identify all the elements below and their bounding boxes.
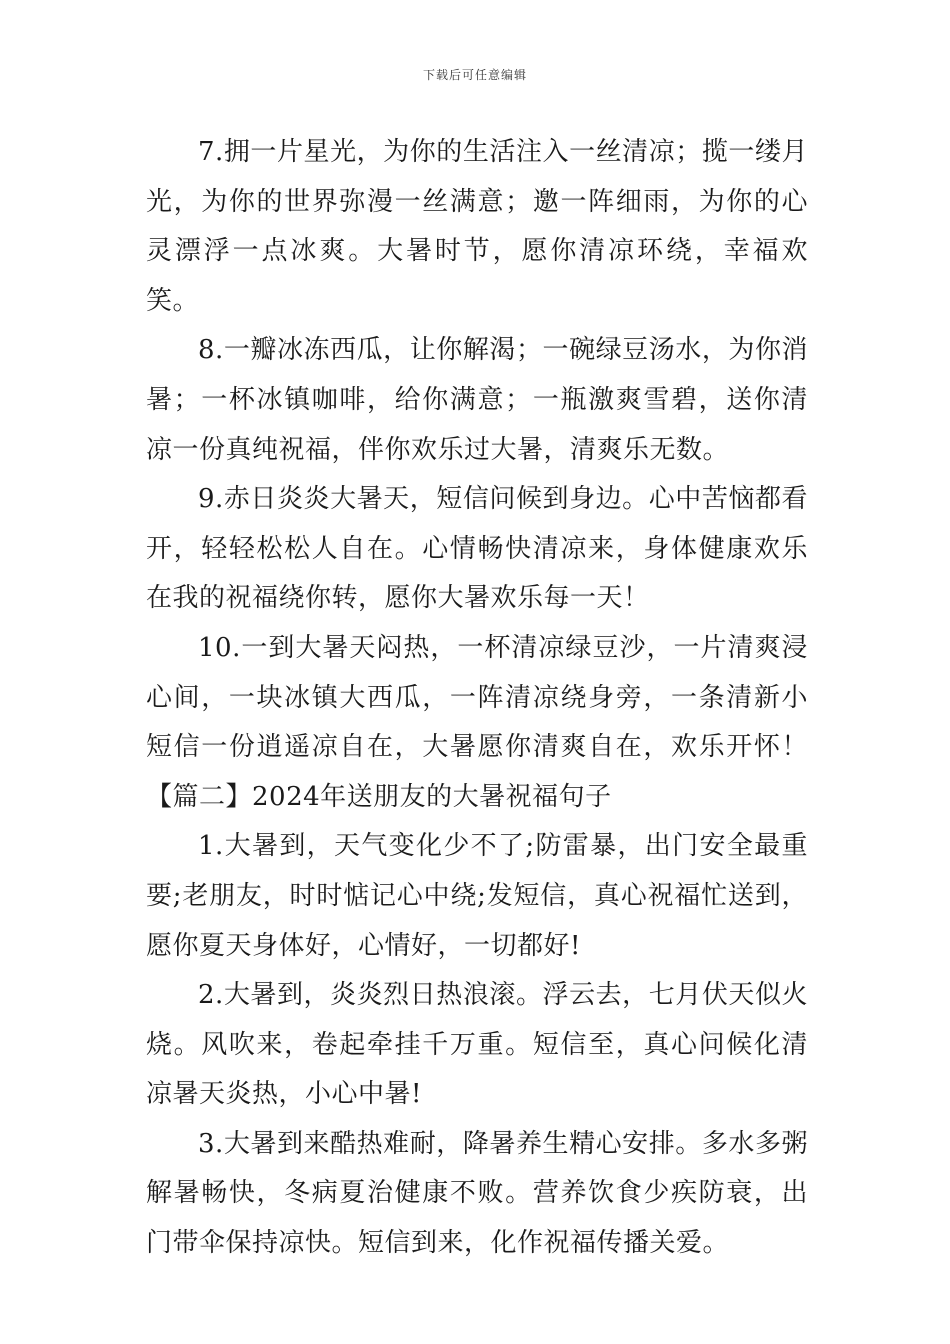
document-body (146, 128, 808, 1269)
paragraph-7: 7.拥一片星光，为你的生活注入一丝清凉；揽一缕月光，为你的世界弥漫一丝满意；邀一阵细雨，为你的心灵漂浮一点冰爽。大暑时节，愿你清凉环绕，幸福欢笑。 (146, 137, 808, 316)
paragraph-8: 8.一瓣冰冻西瓜，让你解渴；一碗绿豆汤水，为你消暑；一杯冰镇咖啡，给你满意；一瓶激爽雪碧，送你清凉一份真纯祝福，伴你欢乐过大暑，清爽乐无数。 (146, 335, 808, 465)
paragraph-9: 9.赤日炎炎大暑天，短信问候到身边。心中苦恼都看开，轻轻松松人自在。心情畅快清凉来，身体健康欢乐在我的祝福绕你转，愿你大暑欢乐每一天！ (146, 484, 808, 614)
page-header-note: 下载后可任意编辑 (422, 68, 527, 82)
paragraph-part2-1: 1.大暑到，天气变化少不了;防雷暴，出门安全最重要;老朋友，时时惦记心中绕;发短信，真心祝福忙送到，愿你夏天身体好，心情好，一切都好! (146, 831, 808, 961)
paragraph-part2-3: 3.大暑到来酷热难耐，降暑养生精心安排。多水多粥解暑畅快，冬病夏治健康不败。营养饮食少疾防衰，出门带伞保持凉快。短信到来，化作祝福传播关爱。 (146, 1128, 808, 1259)
paragraph-part2-2: 2.大暑到，炎炎烈日热浪滚。浮云去，七月伏天似火烧。风吹来，卷起牵挂千万重。短信至，真心问候化清凉暑天炎热，小心中暑! (146, 980, 808, 1110)
paragraph-10: 10.一到大暑天闷热，一杯清凉绿豆沙，一片清爽浸心间，一块冰镇大西瓜，一阵清凉绕身旁，一条清新小短信一份逍遥凉自在，大暑愿你清爽自在，欢乐开怀！【篇二】2024年送朋友的大暑祝福句子 (146, 632, 808, 812)
